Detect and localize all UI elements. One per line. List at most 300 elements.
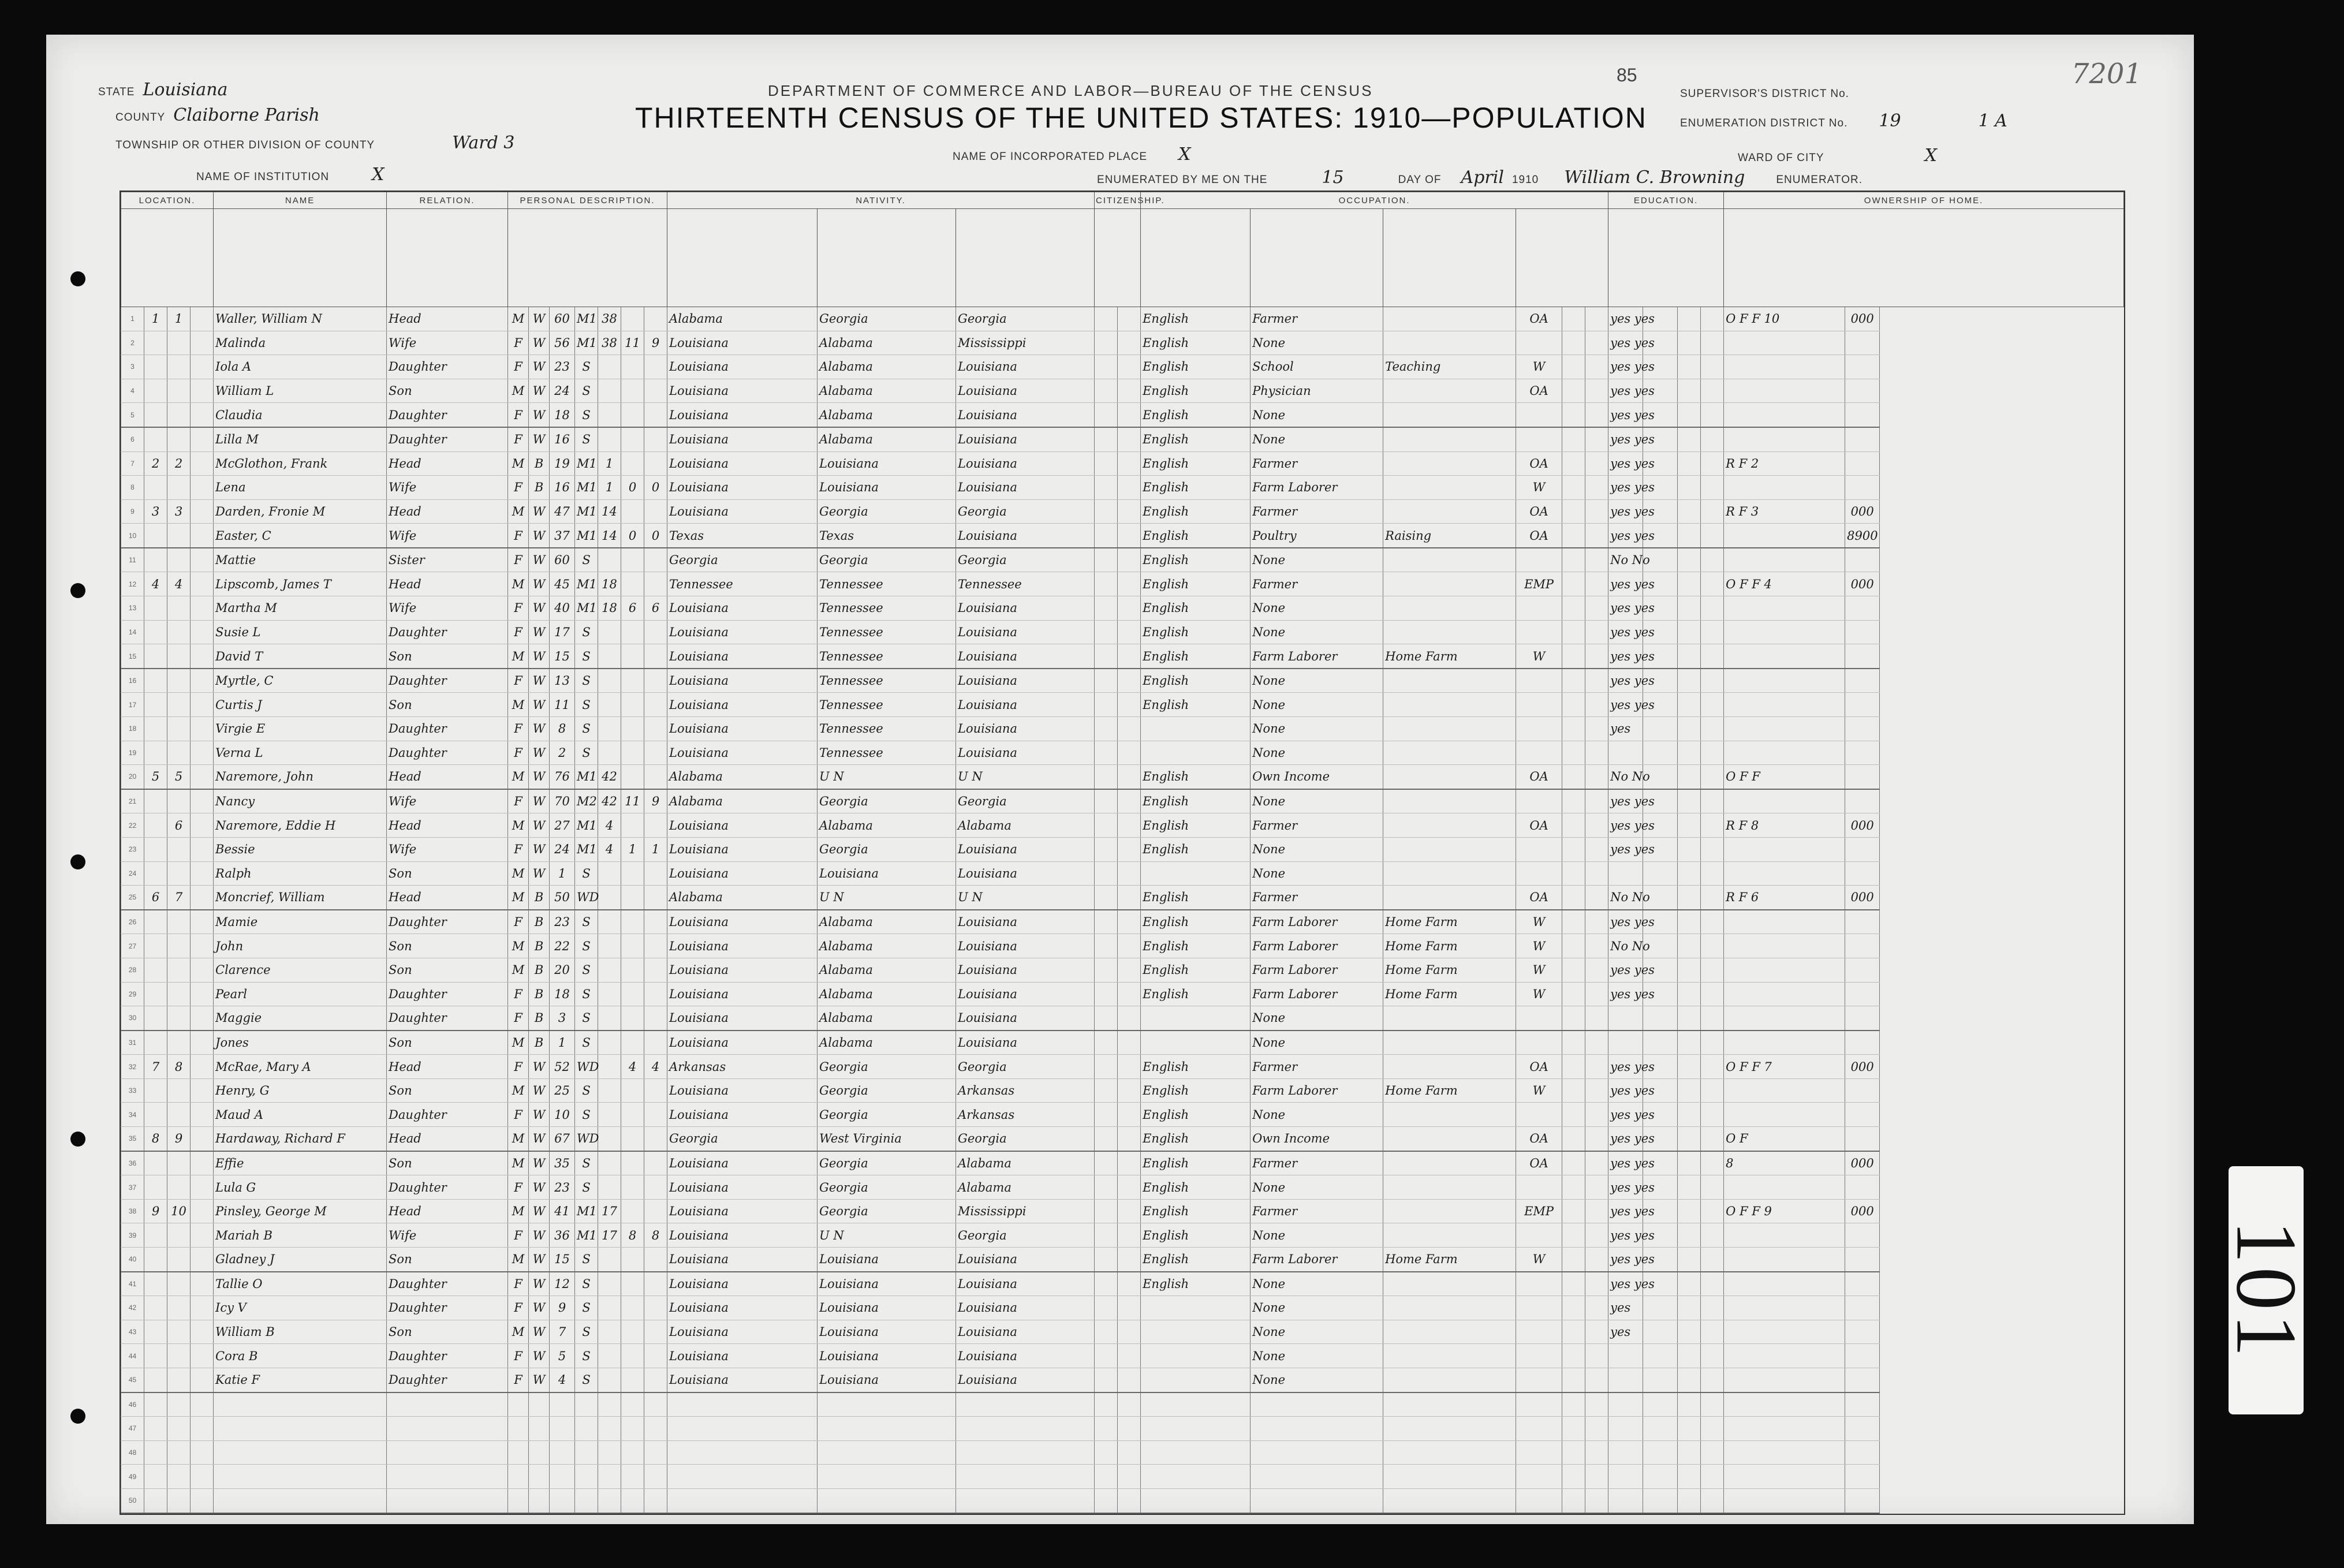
birthplace: Louisiana <box>667 861 818 886</box>
farm-or-house <box>1724 379 1845 403</box>
industry: Home Farm <box>1383 1247 1516 1271</box>
farm-or-house <box>1724 934 1845 958</box>
free-mortgaged <box>1701 1031 1724 1055</box>
free-mortgaged <box>1701 1417 1724 1441</box>
dwelling-number <box>144 427 167 451</box>
immigration-year <box>1095 1488 1118 1513</box>
table-row <box>121 1465 2124 1489</box>
name-subhead <box>214 209 387 307</box>
father-birthplace: Louisiana <box>818 451 956 476</box>
language: English <box>1141 1103 1251 1127</box>
line-number: 37 <box>121 1175 144 1200</box>
person-name: Pinsley, George M <box>214 1199 387 1223</box>
immigration-year <box>1095 644 1118 669</box>
person-name: Katie F <box>214 1368 387 1392</box>
occupation: Farmer <box>1251 1199 1383 1223</box>
street-blank <box>191 765 214 789</box>
state-value: Louisiana <box>143 80 228 100</box>
owned <box>1678 765 1701 789</box>
years-married <box>598 1465 621 1489</box>
relation: Daughter <box>387 427 508 451</box>
immigration-year <box>1095 741 1118 765</box>
enumerated-year: 1910 <box>1511 174 1539 186</box>
occupation: Farmer <box>1251 499 1383 524</box>
person-name: Naremore, John <box>214 765 387 789</box>
line-number: 41 <box>121 1272 144 1296</box>
street-blank <box>191 958 214 982</box>
person-name: Darden, Fronie M <box>214 499 387 524</box>
years-married <box>598 1031 621 1055</box>
out-of-work <box>1562 1488 1585 1513</box>
race: W <box>529 572 550 596</box>
mother-birthplace <box>956 1488 1095 1513</box>
birthplace: Louisiana <box>667 1006 818 1031</box>
immigration-year <box>1095 476 1118 500</box>
employer-class <box>1516 837 1562 861</box>
free-mortgaged <box>1701 1151 1724 1175</box>
naturalization <box>1118 1006 1141 1031</box>
schedule-number <box>1845 837 1880 861</box>
father-birthplace: Louisiana <box>818 1247 956 1271</box>
years-married: 17 <box>598 1223 621 1248</box>
employer-class: W <box>1516 1078 1562 1103</box>
schedule-number <box>1845 379 1880 403</box>
naturalization <box>1118 1344 1141 1368</box>
family-number <box>167 403 191 427</box>
sex <box>508 1392 529 1417</box>
relation: Daughter <box>387 669 508 693</box>
birthplace: Louisiana <box>667 379 818 403</box>
mother-birthplace: U N <box>956 765 1095 789</box>
occupation <box>1251 1392 1383 1417</box>
schedule-number: 000 <box>1845 499 1880 524</box>
relation: Wife <box>387 524 508 548</box>
out-of-work <box>1562 789 1585 813</box>
line-number: 29 <box>121 982 144 1006</box>
person-name: Claudia <box>214 403 387 427</box>
relation: Son <box>387 861 508 886</box>
naturalization <box>1118 307 1141 331</box>
mother-birthplace: Louisiana <box>956 1344 1095 1368</box>
marital-status: S <box>575 379 598 403</box>
marital-status <box>575 1417 598 1441</box>
language <box>1141 1344 1251 1368</box>
immigration-year <box>1095 1175 1118 1200</box>
dwelling-number <box>144 644 167 669</box>
naturalization <box>1118 765 1141 789</box>
birthplace <box>667 1488 818 1513</box>
age: 12 <box>550 1272 575 1296</box>
table-row <box>121 717 2124 741</box>
immigration-year <box>1095 1320 1118 1344</box>
farm-or-house <box>1724 403 1845 427</box>
children-born <box>621 1488 644 1513</box>
street-blank <box>191 886 214 910</box>
industry: Raising <box>1383 524 1516 548</box>
schedule-number: 000 <box>1845 1055 1880 1079</box>
years-married <box>598 1344 621 1368</box>
occupation <box>1251 1440 1383 1465</box>
family-number <box>167 1078 191 1103</box>
dwelling-number <box>144 789 167 813</box>
schedule-number <box>1845 765 1880 789</box>
free-mortgaged <box>1701 499 1724 524</box>
free-mortgaged <box>1701 934 1724 958</box>
mother-birthplace: Arkansas <box>956 1103 1095 1127</box>
person-name: Malinda <box>214 331 387 355</box>
relation <box>387 1392 508 1417</box>
location-subheads <box>121 209 214 307</box>
naturalization <box>1118 331 1141 355</box>
street-blank <box>191 789 214 813</box>
free-mortgaged <box>1701 524 1724 548</box>
occupation: Farmer <box>1251 307 1383 331</box>
birthplace: Louisiana <box>667 982 818 1006</box>
weeks-out <box>1585 355 1608 379</box>
occupation: None <box>1251 789 1383 813</box>
father-birthplace: Tennessee <box>818 620 956 644</box>
years-married <box>598 1006 621 1031</box>
father-birthplace: Georgia <box>818 1078 956 1103</box>
industry <box>1383 1344 1516 1368</box>
farm-or-house <box>1724 861 1845 886</box>
family-number <box>167 427 191 451</box>
industry <box>1383 476 1516 500</box>
schedule-number <box>1845 427 1880 451</box>
out-of-work <box>1562 1417 1585 1441</box>
children-living <box>644 886 667 910</box>
schedule-number <box>1845 958 1880 982</box>
race: W <box>529 355 550 379</box>
race: B <box>529 982 550 1006</box>
industry: Home Farm <box>1383 644 1516 669</box>
years-married <box>598 693 621 717</box>
out-of-work <box>1562 1031 1585 1055</box>
out-of-work <box>1562 1103 1585 1127</box>
read-write <box>1608 1488 1643 1513</box>
out-of-work <box>1562 499 1585 524</box>
age: 67 <box>550 1127 575 1151</box>
dwelling-number <box>144 1368 167 1392</box>
dwelling-number <box>144 1392 167 1417</box>
binder-hole <box>70 583 85 598</box>
weeks-out <box>1585 717 1608 741</box>
industry <box>1383 789 1516 813</box>
immigration-year <box>1095 1368 1118 1392</box>
owned <box>1678 693 1701 717</box>
father-birthplace: Louisiana <box>818 1344 956 1368</box>
sex <box>508 1488 529 1513</box>
sex <box>508 1440 529 1465</box>
dwelling-number <box>144 813 167 838</box>
marital-status: WD <box>575 1055 598 1079</box>
person-name: Mamie <box>214 910 387 934</box>
mother-birthplace: Louisiana <box>956 693 1095 717</box>
marital-status: S <box>575 1078 598 1103</box>
mother-birthplace: Louisiana <box>956 741 1095 765</box>
family-number <box>167 982 191 1006</box>
marital-status: S <box>575 1344 598 1368</box>
dwelling-number <box>144 1440 167 1465</box>
weeks-out <box>1585 669 1608 693</box>
age: 45 <box>550 572 575 596</box>
mother-birthplace: Louisiana <box>956 620 1095 644</box>
years-married <box>598 644 621 669</box>
immigration-year <box>1095 861 1118 886</box>
free-mortgaged <box>1701 548 1724 572</box>
birthplace: Louisiana <box>667 717 818 741</box>
weeks-out <box>1585 644 1608 669</box>
children-living <box>644 499 667 524</box>
language-subhead <box>1141 209 1251 307</box>
farm-or-house <box>1724 1223 1845 1248</box>
immigration-year <box>1095 1440 1118 1465</box>
years-married: 14 <box>598 499 621 524</box>
relation: Daughter <box>387 355 508 379</box>
line-number: 47 <box>121 1417 144 1441</box>
father-birthplace: Tennessee <box>818 741 956 765</box>
township-label: TOWNSHIP OR OTHER DIVISION OF COUNTY <box>115 139 375 151</box>
children-living <box>644 1127 667 1151</box>
mother-birthplace: Louisiana <box>956 355 1095 379</box>
relation: Head <box>387 499 508 524</box>
owned <box>1678 1417 1701 1441</box>
family-number <box>167 379 191 403</box>
children-living <box>644 1151 667 1175</box>
owned <box>1678 813 1701 838</box>
immigration-year <box>1095 910 1118 934</box>
marital-status: S <box>575 934 598 958</box>
race: W <box>529 644 550 669</box>
naturalization <box>1118 1199 1141 1223</box>
read-write <box>1608 1392 1643 1417</box>
farm-or-house: R F 2 <box>1724 451 1845 476</box>
children-born <box>621 982 644 1006</box>
employer-class: OA <box>1516 451 1562 476</box>
line-number: 38 <box>121 1199 144 1223</box>
birthplace: Alabama <box>667 307 818 331</box>
occupation: None <box>1251 1006 1383 1031</box>
age: 60 <box>550 548 575 572</box>
farm-or-house <box>1724 476 1845 500</box>
line-number: 34 <box>121 1103 144 1127</box>
schedule-number: 8900 <box>1845 524 1880 548</box>
language: English <box>1141 1151 1251 1175</box>
employer-class <box>1516 1103 1562 1127</box>
father-birthplace: Georgia <box>818 1103 956 1127</box>
street-blank <box>191 1272 214 1296</box>
out-of-work <box>1562 403 1585 427</box>
race: W <box>529 1223 550 1248</box>
birthplace: Louisiana <box>667 596 818 621</box>
marital-status <box>575 1488 598 1513</box>
out-of-work <box>1562 1151 1585 1175</box>
naturalization <box>1118 1272 1141 1296</box>
race: W <box>529 813 550 838</box>
children-living: 4 <box>644 1055 667 1079</box>
dwelling-number <box>144 476 167 500</box>
family-number <box>167 837 191 861</box>
occupation: School <box>1251 355 1383 379</box>
race <box>529 1440 550 1465</box>
occupation: None <box>1251 427 1383 451</box>
dwelling-number <box>144 1223 167 1248</box>
immigration-year <box>1095 379 1118 403</box>
employer-class <box>1516 717 1562 741</box>
table-row <box>121 331 2124 355</box>
immigration-year <box>1095 886 1118 910</box>
person-name: Mattie <box>214 548 387 572</box>
table-row <box>121 524 2124 548</box>
enumerated-day: 15 <box>1322 167 1344 188</box>
sex: M <box>508 451 529 476</box>
children-born <box>621 499 644 524</box>
marital-status <box>575 1392 598 1417</box>
relation: Son <box>387 1031 508 1055</box>
read-write: yes yes <box>1608 499 1643 524</box>
age <box>550 1392 575 1417</box>
industry: Home Farm <box>1383 910 1516 934</box>
employer-class <box>1516 1006 1562 1031</box>
language <box>1141 1031 1251 1055</box>
immigration-year <box>1095 1055 1118 1079</box>
out-of-work <box>1562 934 1585 958</box>
age: 52 <box>550 1055 575 1079</box>
race: W <box>529 789 550 813</box>
father-birthplace: Georgia <box>818 548 956 572</box>
weeks-out <box>1585 1417 1608 1441</box>
weeks-out <box>1585 307 1608 331</box>
street-blank <box>191 1223 214 1248</box>
form-header <box>46 35 2194 208</box>
race: B <box>529 910 550 934</box>
employer-class <box>1516 331 1562 355</box>
street-blank <box>191 837 214 861</box>
language: English <box>1141 1199 1251 1223</box>
street-blank <box>191 1199 214 1223</box>
school <box>1643 1488 1678 1513</box>
read-write: No No <box>1608 886 1643 910</box>
sex: F <box>508 1296 529 1320</box>
industry <box>1383 307 1516 331</box>
language: English <box>1141 910 1251 934</box>
birthplace <box>667 1417 818 1441</box>
relation: Head <box>387 813 508 838</box>
dwelling-number <box>144 331 167 355</box>
marital-status: S <box>575 1006 598 1031</box>
father-birthplace: Alabama <box>818 355 956 379</box>
school <box>1643 1320 1678 1344</box>
immigration-year <box>1095 307 1118 331</box>
family-number: 4 <box>167 572 191 596</box>
street-blank <box>191 813 214 838</box>
occupation: None <box>1251 717 1383 741</box>
farm-or-house <box>1724 331 1845 355</box>
person-name: Virgie E <box>214 717 387 741</box>
race: W <box>529 379 550 403</box>
dwelling-number <box>144 1272 167 1296</box>
free-mortgaged <box>1701 789 1724 813</box>
naturalization <box>1118 499 1141 524</box>
age: 19 <box>550 451 575 476</box>
mother-birthplace <box>956 1440 1095 1465</box>
table-row <box>121 451 2124 476</box>
marital-status: S <box>575 1296 598 1320</box>
line-number: 16 <box>121 669 144 693</box>
sex: F <box>508 1368 529 1392</box>
schedule-number <box>1845 934 1880 958</box>
farm-or-house <box>1724 1368 1845 1392</box>
birthplace: Tennessee <box>667 572 818 596</box>
occupation: Farmer <box>1251 451 1383 476</box>
school <box>1643 861 1678 886</box>
free-mortgaged <box>1701 403 1724 427</box>
table-row <box>121 693 2124 717</box>
industry: Home Farm <box>1383 934 1516 958</box>
table-row <box>121 596 2124 621</box>
mother-birthplace: Georgia <box>956 548 1095 572</box>
weeks-out <box>1585 548 1608 572</box>
out-of-work <box>1562 355 1585 379</box>
school <box>1643 1368 1678 1392</box>
person-name: Lipscomb, James T <box>214 572 387 596</box>
age: 1 <box>550 1031 575 1055</box>
years-married <box>598 1392 621 1417</box>
farm-or-house <box>1724 1344 1845 1368</box>
marital-status: WD <box>575 886 598 910</box>
family-number <box>167 1392 191 1417</box>
farm-or-house <box>1724 1272 1845 1296</box>
read-write: yes yes <box>1608 1151 1643 1175</box>
census-table-frame <box>120 191 2125 1515</box>
children-born <box>621 1296 644 1320</box>
weeks-out <box>1585 1296 1608 1320</box>
out-of-work <box>1562 910 1585 934</box>
owned <box>1678 596 1701 621</box>
employer-class: OA <box>1516 524 1562 548</box>
free-mortgaged <box>1701 476 1724 500</box>
person-name: Verna L <box>214 741 387 765</box>
father-birthplace: Georgia <box>818 1199 956 1223</box>
children-living <box>644 669 667 693</box>
years-married <box>598 1055 621 1079</box>
free-mortgaged <box>1701 741 1724 765</box>
line-number: 24 <box>121 861 144 886</box>
free-mortgaged <box>1701 886 1724 910</box>
marital-status <box>575 1440 598 1465</box>
birthplace: Louisiana <box>667 693 818 717</box>
marital-status: S <box>575 355 598 379</box>
read-write: yes yes <box>1608 355 1643 379</box>
table-row <box>121 1031 2124 1055</box>
language: English <box>1141 1078 1251 1103</box>
relation: Head <box>387 1199 508 1223</box>
language <box>1141 1440 1251 1465</box>
relation: Head <box>387 886 508 910</box>
children-living <box>644 355 667 379</box>
years-married <box>598 1103 621 1127</box>
naturalization <box>1118 910 1141 934</box>
farm-or-house <box>1724 1465 1845 1489</box>
occupation: None <box>1251 861 1383 886</box>
children-born <box>621 886 644 910</box>
age: 3 <box>550 1006 575 1031</box>
race: W <box>529 427 550 451</box>
mother-birthplace: Louisiana <box>956 644 1095 669</box>
read-write: yes yes <box>1608 693 1643 717</box>
owned <box>1678 1392 1701 1417</box>
children-living <box>644 693 667 717</box>
